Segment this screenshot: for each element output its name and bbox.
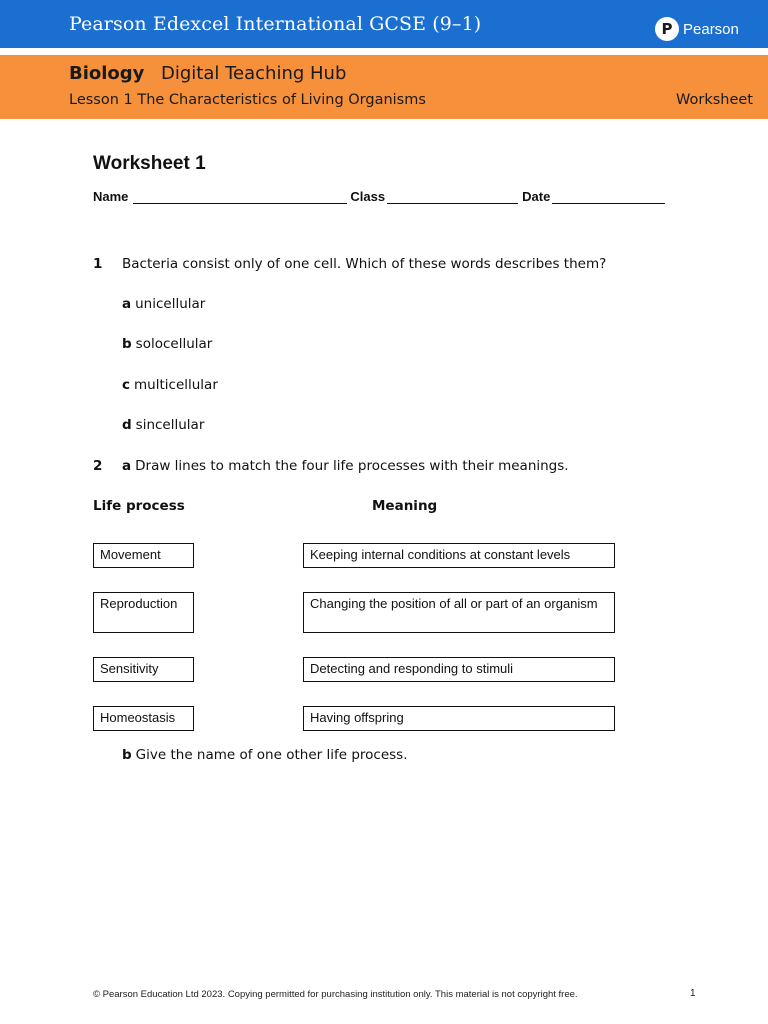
option-text: solocellular — [135, 336, 213, 352]
option-text: sincellular — [135, 417, 205, 433]
question-2-number: 2 — [93, 458, 103, 474]
meaning-box-changing-position[interactable]: Changing the position of all or part of an organism — [303, 592, 615, 633]
date-label: Date — [522, 189, 551, 204]
option-c — [122, 377, 218, 393]
process-box-sensitivity[interactable]: Sensitivity — [93, 657, 194, 682]
meaning-heading: Meaning — [372, 498, 438, 514]
lesson-title: Lesson 1 The Characteristics of Living Organisms — [69, 92, 426, 108]
question-2a — [122, 458, 569, 474]
option-letter: a — [122, 296, 132, 312]
meaning-box-constant-levels[interactable]: Keeping internal conditions at constant levels — [303, 543, 615, 568]
option-d — [122, 417, 204, 433]
brand-name: Pearson — [683, 20, 739, 38]
option-text: multicellular — [134, 377, 218, 393]
student-details-row — [93, 189, 665, 204]
name-label: Name — [93, 189, 129, 204]
worksheet-title: Worksheet 1 — [93, 153, 206, 174]
pearson-p-icon: P — [655, 17, 679, 41]
class-label: Class — [350, 189, 386, 204]
document-type: Worksheet — [676, 92, 753, 108]
option-letter: b — [122, 336, 132, 352]
part-letter: b — [122, 747, 132, 763]
name-blank[interactable] — [133, 191, 347, 204]
option-text: unicellular — [135, 296, 206, 312]
process-box-homeostasis[interactable]: Homeostasis — [93, 706, 194, 731]
question-2b — [122, 747, 408, 763]
question-2a-text: Draw lines to match the four life processes with their meanings. — [135, 458, 569, 474]
class-blank[interactable] — [387, 191, 518, 204]
option-letter: c — [122, 377, 131, 393]
date-blank[interactable] — [552, 191, 665, 204]
process-box-reproduction[interactable]: Reproduction — [93, 592, 194, 633]
copyright-footer: © Pearson Education Ltd 2023. Copying permitted for purchasing institution only. This material is not copyright free. — [93, 989, 578, 1000]
option-b — [122, 336, 212, 352]
meaning-box-stimuli[interactable]: Detecting and responding to stimuli — [303, 657, 615, 682]
option-a — [122, 296, 205, 312]
meaning-box-offspring[interactable]: Having offspring — [303, 706, 615, 731]
page-number: 1 — [690, 988, 696, 999]
qualification-title: Pearson Edexcel International GCSE (9–1) — [69, 13, 482, 35]
hub-label: Digital Teaching Hub — [161, 63, 347, 84]
life-process-heading: Life process — [93, 498, 185, 514]
option-letter: d — [122, 417, 132, 433]
question-2b-text: Give the name of one other life process. — [135, 747, 408, 763]
question-1-number: 1 — [93, 256, 103, 272]
subject-label: Biology — [69, 63, 145, 84]
pearson-logo — [655, 17, 739, 41]
part-letter: a — [122, 458, 132, 474]
question-1-text: Bacteria consist only of one cell. Which of these words describes them? — [122, 256, 607, 272]
process-box-movement[interactable]: Movement — [93, 543, 194, 568]
